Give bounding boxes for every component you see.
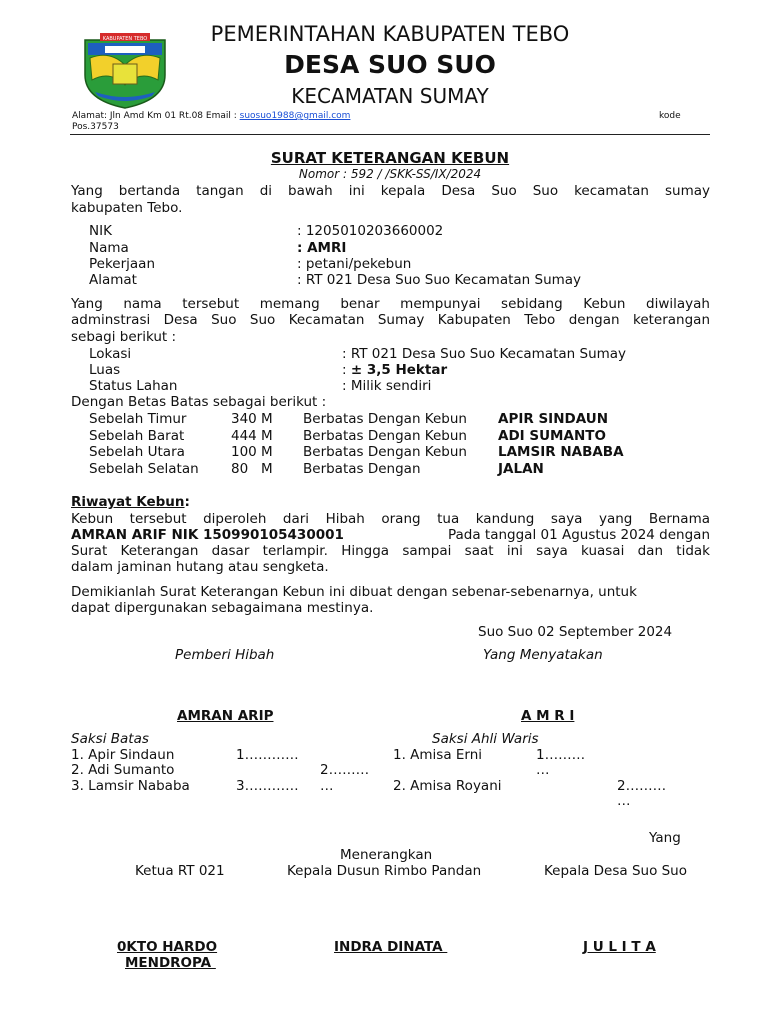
nama-value: : AMRI [297, 240, 347, 256]
declarer-name: A M R I [521, 708, 575, 724]
witness-border-sign-extra: … [320, 778, 334, 794]
closing-line-1: Demikianlah Surat Keterangan Kebun ini dibuat dengan sebenar-sebenarnya, untuk [71, 584, 637, 600]
witness-heir-item: 2. Amisa Royani [393, 778, 502, 794]
history-line-1: Kebun tersebut diperoleh dari Hibah orang tua kandung saya yang Bernama [71, 511, 710, 527]
header-district: KECAMATAN SUMAY [291, 84, 489, 108]
history-line-4: dalam jaminan hutang atau sengketa. [71, 559, 329, 575]
desa-name: J U L I T A [583, 939, 656, 955]
border-length: 444 M [231, 428, 273, 444]
alamat-label: Alamat [89, 272, 137, 288]
witness-heir-item: 1. Amisa Erni [393, 747, 483, 763]
border-neighbor: JALAN [498, 461, 544, 477]
pekerjaan-label: Pekerjaan [89, 256, 156, 272]
statement-line-2: adminstrasi Desa Suo Suo Kecamatan Sumay Kabupaten Tebo dengan keterangan [71, 312, 710, 328]
history-line-3: Surat Keterangan dasar terlampir. Hingga sampai saat ini saya kuasai dan tidak [71, 543, 710, 559]
border-length: 340 M [231, 411, 273, 427]
rt-name-line-2: MENDROPA [125, 955, 216, 971]
history-heading-text: Riwayat Kebun [71, 494, 185, 510]
giver-label: Pemberi Hibah [175, 647, 275, 663]
history-origin-name: AMRAN ARIF NIK 150990105430001 [71, 527, 344, 543]
letter-title: SURAT KETERANGAN KEBUN [270, 149, 510, 167]
border-desc: Berbatas Dengan [303, 461, 421, 477]
header-government: PEMERINTAHAN KABUPATEN TEBO [210, 22, 570, 46]
nik-label: NIK [89, 223, 112, 239]
witness-heir-sign: 1……… [536, 747, 586, 763]
kode-label: kode [659, 111, 681, 121]
border-side: Sebelah Utara [89, 444, 185, 460]
nik-value: : 1205010203660002 [297, 223, 444, 239]
witness-heir-sign: … [536, 762, 550, 778]
witness-border-sign: 3………… [236, 778, 299, 794]
border-side: Sebelah Barat [89, 428, 185, 444]
witness-heir-sign: 2……… [617, 778, 667, 794]
luas-colon: : [342, 362, 351, 378]
closing-line-2: dapat dipergunakan sebagaimana mestinya. [71, 600, 374, 616]
border-neighbor: APIR SINDAUN [498, 411, 609, 427]
borders-heading: Dengan Betas Batas sebagai berikut : [71, 394, 327, 410]
witness-border-item: 3. Lamsir Nababa [71, 778, 190, 794]
letter-number: Nomor : 592 / /SKK-SS/IX/2024 [298, 167, 482, 181]
border-desc: Berbatas Dengan Kebun [303, 411, 467, 427]
footer-yang: Yang [649, 830, 681, 846]
rt-name-line-1: 0KTO HARDO [117, 939, 218, 955]
giver-name: AMRAN ARIP [177, 708, 274, 724]
witness-border-title: Saksi Batas [71, 731, 149, 747]
status-lahan-value: : Milik sendiri [342, 378, 432, 394]
dusun-title: Kepala Dusun Rimbo Pandan [287, 863, 482, 879]
luas-value [342, 362, 447, 378]
header-village: DESA SUO SUO [284, 50, 496, 79]
header-divider [70, 134, 710, 135]
luas-label: Luas [89, 362, 121, 378]
logo-text: KABUPATEN TEBO [102, 36, 148, 42]
lokasi-label: Lokasi [89, 346, 132, 362]
intro-line-1: Yang bertanda tangan di bawah ini kepala Desa Suo Suo kecamatan sumay [71, 183, 710, 199]
witness-border-sign: 2……… [320, 762, 370, 778]
border-side: Sebelah Selatan [89, 461, 199, 477]
status-lahan-label: Status Lahan [89, 378, 178, 394]
history-line-2 [71, 527, 710, 543]
email-link[interactable]: suosuo1988@gmail.com [239, 111, 351, 121]
pekerjaan-value: : petani/pekebun [297, 256, 412, 272]
witness-heir-sign: … [617, 793, 631, 809]
lokasi-value: : RT 021 Desa Suo Suo Kecamatan Sumay [342, 346, 627, 362]
witness-border-item: 1. Apir Sindaun [71, 747, 175, 763]
border-neighbor: LAMSIR NABABA [498, 444, 624, 460]
rt-title: Ketua RT 021 [135, 863, 225, 879]
intro-line-2: kabupaten Tebo. [71, 200, 183, 216]
witness-border-sign: 1………… [236, 747, 299, 763]
dusun-name: INDRA DINATA [334, 939, 448, 955]
border-desc: Berbatas Dengan Kebun [303, 428, 467, 444]
history-heading-colon: : [184, 494, 190, 510]
border-neighbor: ADI SUMANTO [498, 428, 606, 444]
address-text: Alamat: Jln Amd Km 01 Rt.08 Email : [72, 111, 237, 121]
postal-code: Pos.37573 [72, 122, 119, 132]
witness-heir-title: Saksi Ahli Waris [432, 731, 539, 747]
desa-title: Kepala Desa Suo Suo [544, 863, 688, 879]
border-desc: Berbatas Dengan Kebun [303, 444, 467, 460]
alamat-value: : RT 021 Desa Suo Suo Kecamatan Sumay [297, 272, 582, 288]
footer-menerangkan: Menerangkan [340, 847, 433, 863]
witness-border-item: 2. Adi Sumanto [71, 762, 175, 778]
statement-line-3: sebagi berikut : [71, 329, 177, 345]
border-length: 80 M [231, 461, 273, 477]
history-origin-date: Pada tanggal 01 Agustus 2024 dengan [447, 527, 710, 543]
header-address [72, 111, 350, 121]
statement-line-1: Yang nama tersebut memang benar mempunyai sebidang Kebun diwilayah [71, 296, 710, 312]
nama-label: Nama [89, 240, 129, 256]
luas-amount: ± 3,5 Hektar [350, 362, 448, 378]
declarer-label: Yang Menyatakan [483, 647, 603, 663]
history-heading [71, 494, 190, 510]
place-date: Suo Suo 02 September 2024 [478, 624, 673, 640]
border-length: 100 M [231, 444, 273, 460]
border-side: Sebelah Timur [89, 411, 187, 427]
